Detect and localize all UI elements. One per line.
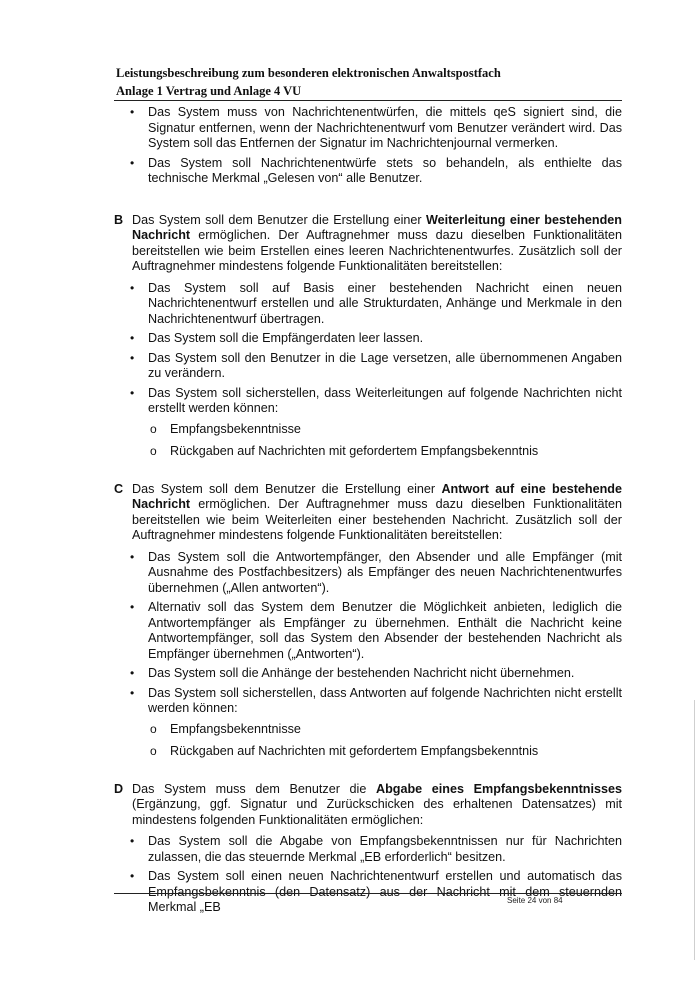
list-item — [116, 550, 622, 597]
document-title: Leistungsbeschreibung zum besonderen elektronischen Anwaltspostfach — [116, 66, 501, 80]
paragraph-text: Das System muss dem Benutzer die — [132, 781, 376, 796]
list-item — [116, 105, 622, 152]
section-paragraph — [132, 482, 622, 544]
bullet-text: Das System muss von Nachrichtenentwürfen, die mittels qeS signiert sind, die Signatur entfernen, wenn der Nachrichtenentwurf vom Benutzer verändert wird. Das System soll das Entfernen der Signatur im Nachrichtenjournal vermerken. — [148, 105, 622, 150]
paragraph-text: Das System soll dem Benutzer die Erstellung einer — [132, 212, 426, 227]
list-item — [116, 281, 622, 328]
bullet-icon: • — [130, 350, 135, 365]
section-b — [116, 213, 622, 460]
bullet-icon: • — [130, 600, 135, 614]
header-divider — [114, 100, 622, 101]
bullet-text: Das System soll die Empfängerdaten leer lassen. — [148, 331, 424, 345]
list-item — [116, 834, 622, 865]
bullet-text: Alternativ soll das System dem Benutzer die Möglichkeit anbieten, lediglich die Antwortempfänger als Empfänger zu übernehmen. Enthält die Nachricht keine Antwortempfänger, soll das System den Absender der bestehenden Nachricht als Empfänger übernehmen („Antworten“). — [148, 600, 622, 661]
bullet-icon: • — [130, 385, 135, 400]
sub-bullet-icon: o — [150, 444, 157, 458]
section-c — [116, 482, 622, 760]
sub-item-text: Empfangsbekenntnisse — [170, 421, 301, 436]
bullet-icon: • — [130, 834, 135, 848]
footer-divider — [114, 893, 622, 894]
intro-bullet-list — [116, 105, 622, 187]
paragraph-emphasis: Antwort auf eine bestehende Nachricht — [132, 481, 622, 511]
bullet-text: Das System soll die Abgabe von Empfangsbekenntnissen nur für Nachrichten zulassen, die das steuernde Merkmal „EB erforderlich“ besitzen. — [148, 834, 622, 864]
bullet-text: Das System soll den Benutzer in die Lage versetzen, alle übernommenen Angaben zu verändern. — [148, 350, 622, 380]
section-letter: D — [114, 781, 124, 796]
section-c-bullet-list — [116, 550, 622, 717]
bullet-text: Das System soll die Anhänge der bestehenden Nachricht nicht übernehmen. — [148, 666, 575, 680]
section-b-bullet-list — [116, 281, 622, 417]
bullet-icon: • — [130, 549, 135, 564]
page-number: Seite 24 von 84 — [507, 896, 563, 905]
sub-list-item — [116, 744, 622, 760]
bullet-text: Das System soll sicherstellen, dass Antworten auf folgende Nachrichten nicht erstellt werden können: — [148, 685, 622, 715]
sub-list-item — [116, 444, 622, 460]
section-letter: B — [114, 212, 124, 227]
bullet-icon: • — [130, 869, 135, 883]
bullet-icon: • — [130, 331, 135, 345]
section-letter: C — [114, 481, 124, 496]
paragraph-text: ermöglichen. Der Auftragnehmer muss dazu dieselben Funktionalitäten bereitstellen wie beim Weiterleiten einer bestehenden Nachricht. Zusätzlich soll der Auftragnehmer mindestens folgende Funktionalitäten bereitstellen: — [132, 497, 622, 542]
section-paragraph — [132, 213, 622, 275]
bullet-text: Das System soll sicherstellen, dass Weiterleitungen auf folgende Nachrichten nicht erstellt werden können: — [148, 385, 622, 415]
sub-list-item — [116, 722, 622, 738]
list-item — [116, 331, 622, 347]
paragraph-emphasis: Weiterleitung einer bestehenden Nachricht — [132, 212, 622, 242]
bullet-icon: • — [130, 280, 135, 295]
document-body — [116, 105, 622, 920]
list-item — [116, 686, 622, 717]
list-item — [116, 386, 622, 417]
paragraph-text: (Ergänzung, ggf. Signatur und Zurückschicken des erhaltenen Datensatzes) mit mindestens folgenden Funktionalitäten ermöglichen: — [132, 797, 622, 827]
sub-item-text: Rückgaben auf Nachrichten mit gefordertem Empfangsbekenntnis — [170, 744, 539, 758]
paragraph-text: Das System soll dem Benutzer die Erstellung einer — [132, 481, 442, 496]
sub-item-text: Empfangsbekenntnisse — [170, 721, 301, 736]
bullet-icon: • — [130, 685, 135, 700]
bullet-text: Das System soll auf Basis einer bestehenden Nachricht einen neuen Nachrichtenentwurf erstellen und alle Strukturdaten, Anhänge und Merkmale in den Nachrichtenentwurf übertragen. — [148, 280, 622, 326]
list-item — [116, 600, 622, 662]
document-subtitle: Anlage 1 Vertrag und Anlage 4 VU — [116, 84, 302, 98]
list-item — [116, 666, 622, 682]
bullet-icon: • — [130, 105, 135, 119]
sub-list-item — [116, 422, 622, 438]
section-paragraph — [132, 782, 622, 829]
list-item — [116, 156, 622, 187]
bullet-text: Das System soll Nachrichtenentwürfe stets so behandeln, als enthielte das technische Merkmal „Gelesen von“ alle Benutzer. — [148, 155, 622, 185]
sub-bullet-icon: o — [150, 744, 157, 758]
sub-bullet-icon: o — [150, 421, 157, 436]
bullet-text: Das System soll die Antwortempfänger, den Absender und alle Empfänger (mit Ausnahme des Postfachbesitzers) als Empfänger des neuen Nachrichtenentwurfes übernehmen („Allen antworten“). — [148, 549, 622, 595]
sub-bullet-icon: o — [150, 721, 157, 736]
bullet-text: Das System soll einen neuen Nachrichtenentwurf erstellen und automatisch das Empfangsbekenntnis (den Datensatz) aus der Nachricht mit dem steuernden Merkmal „EB — [148, 869, 622, 914]
sub-item-text: Rückgaben auf Nachrichten mit gefordertem Empfangsbekenntnis — [170, 444, 539, 458]
paragraph-text: ermöglichen. Der Auftragnehmer muss dazu dieselben Funktionalitäten bereitstellen wie beim Erstellen eines leeren Nachrichtenentwurfes. Zusätzlich soll der Auftragnehmer mindestens folgende Funktionalitäten bereitstellen: — [132, 228, 622, 273]
scan-edge-mark — [694, 700, 695, 960]
bullet-icon: • — [130, 155, 135, 170]
bullet-icon: • — [130, 666, 135, 680]
list-item — [116, 351, 622, 382]
paragraph-emphasis: Abgabe eines Empfangsbekenntnisses — [375, 781, 622, 796]
